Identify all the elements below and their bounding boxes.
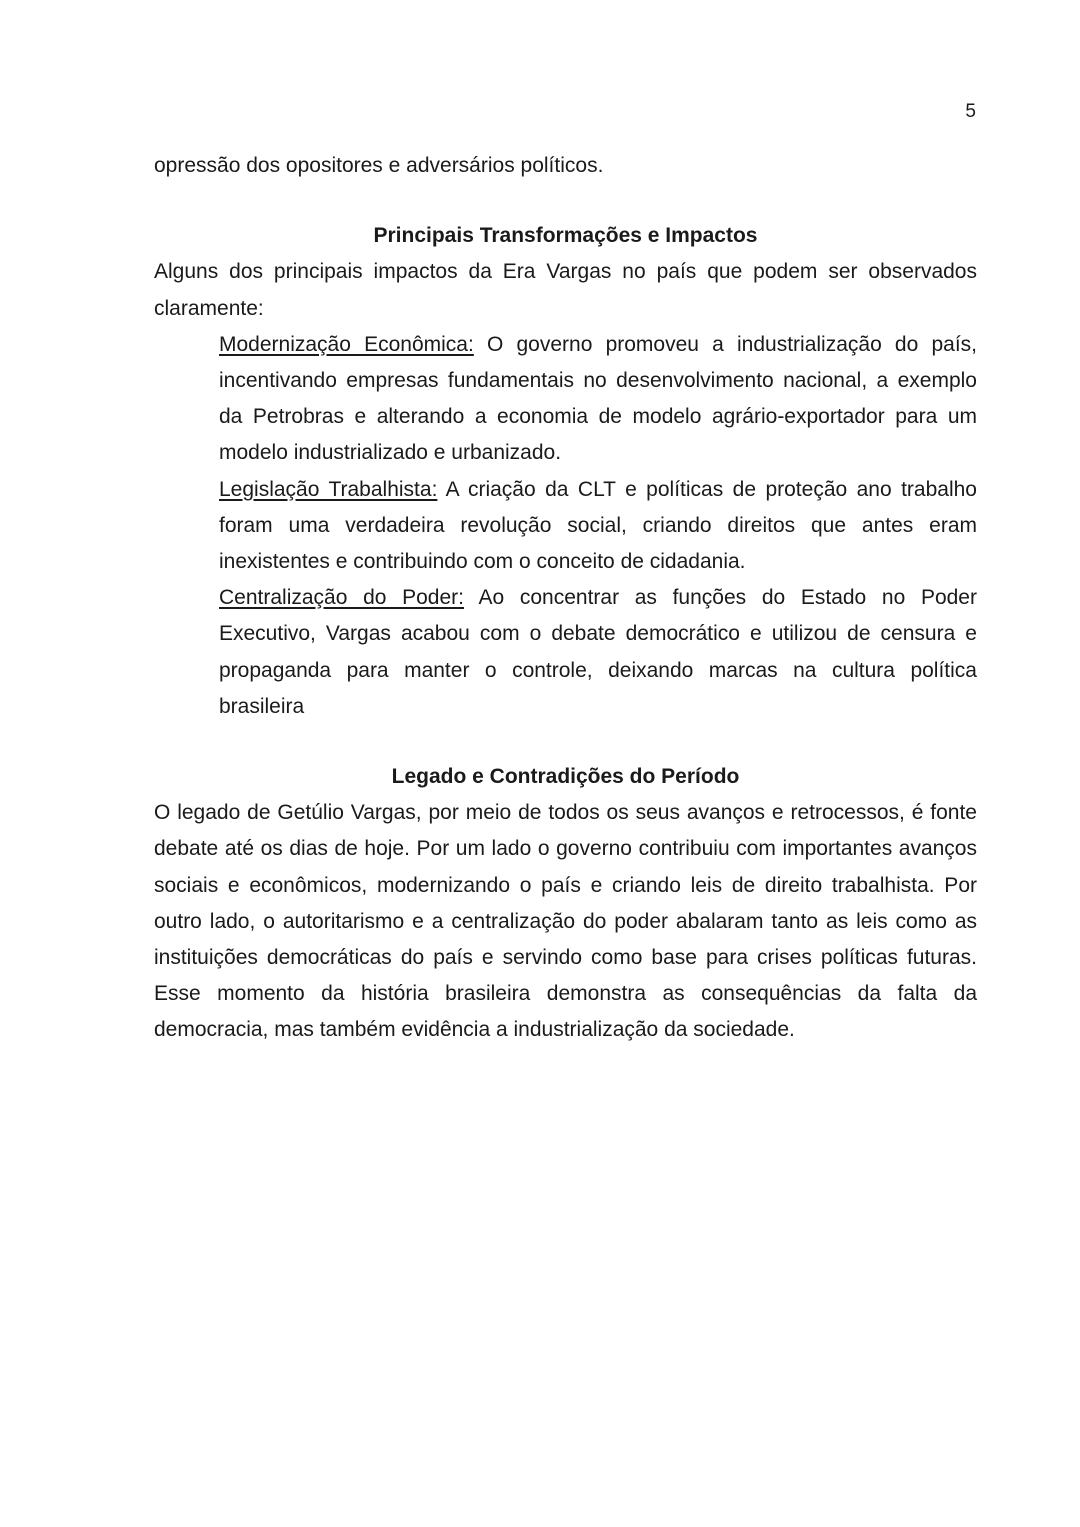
section-body: O legado de Getúlio Vargas, por meio de todos os seus avanços e retrocessos, é fonte debate até os dias de hoje. Por um lado o governo contribuiu com importantes avanços sociais e econômicos, modernizando o país e criando leis de direito trabalhista. Por outro lado, o autoritarismo e a centralização do poder abalaram tanto as leis como as instituições democráticas do país e servindo como base para crises políticas futuras. Esse momento da história brasileira demonstra as consequências da falta da democracia, mas também evidência a industrialização da sociedade. <box>154 801 977 1042</box>
item-term: Legislação Trabalhista: <box>219 477 438 501</box>
section-heading-legacy: Legado e Contradições do Período <box>391 765 740 789</box>
item-text: O governo promoveu a industrialização do país, incentivando empresas fundamentais no desenvolvimento nacional, a exemplo da Petrobras e alterando a economia de modelo agrário-exportador para um modelo industrializado e urbanizado. <box>219 332 977 465</box>
item-term: Centralização do Poder: <box>219 586 464 610</box>
section-heading-transformations: Principais Transformações e Impactos <box>373 224 758 248</box>
page-content <box>154 148 977 1049</box>
item-text: Ao concentrar as funções do Estado no Poder Executivo, Vargas acabou com o debate democrático e utilizou de censura e propaganda para manter o controle, deixando marcas na cultura política brasileira <box>219 586 977 718</box>
continuation-text: opressão dos opositores e adversários políticos. <box>154 154 604 177</box>
item-term: Modernização Econômica: <box>219 332 474 356</box>
list-item <box>219 472 977 581</box>
section-intro: Alguns dos principais impactos da Era Vargas no país que podem ser observados claramente: <box>154 260 977 320</box>
page-number: 5 <box>965 101 976 122</box>
item-text: A criação da CLT e políticas de proteção ano trabalho foram uma verdadeira revolução social, criando direitos que antes eram inexistentes e contribuindo com o conceito de cidadania. <box>219 477 977 574</box>
list-item <box>219 327 977 472</box>
section-spacer <box>154 725 977 759</box>
list-item <box>219 580 977 725</box>
